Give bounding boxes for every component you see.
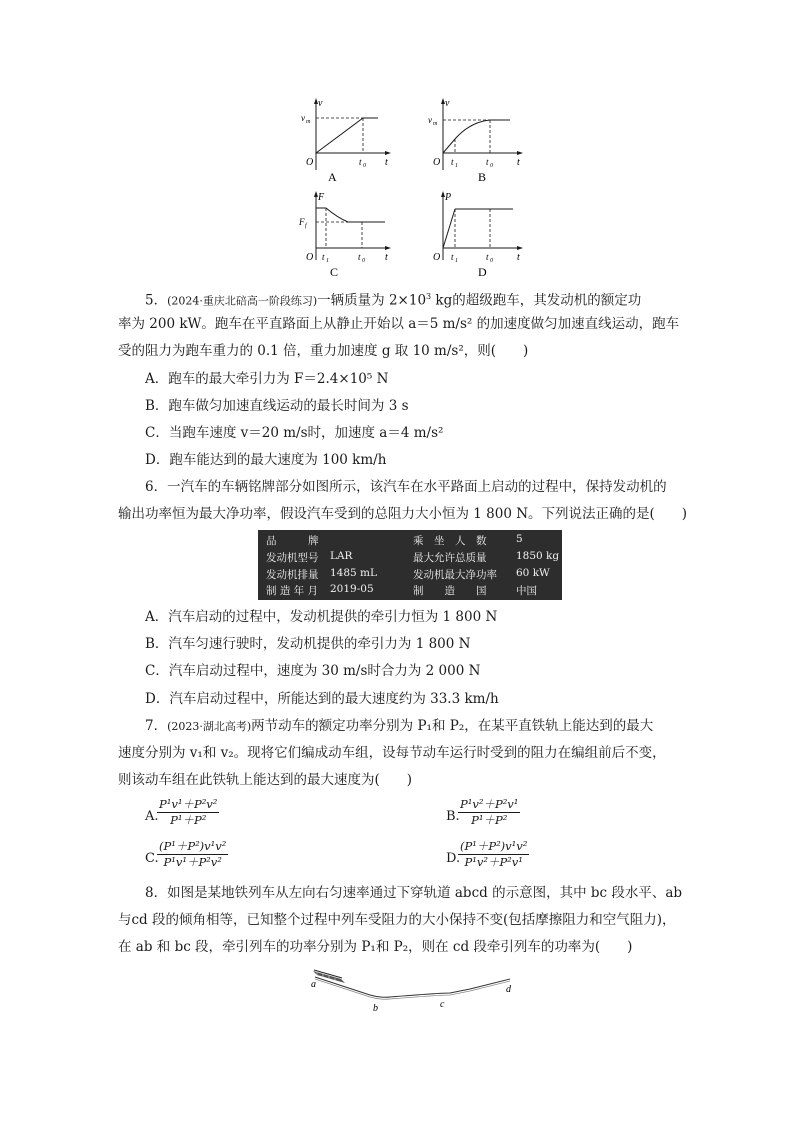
tick-sub: 0 — [363, 163, 366, 169]
caption-b: B — [478, 170, 487, 184]
plate-label: 品 牌 — [266, 535, 319, 547]
tick2-label: t — [358, 252, 361, 262]
track-diagram — [305, 965, 525, 1015]
q7-stem-line2: 速度分别为 v₁和 v₂。现将它们编成动车组，设每节动车运行时受到的阻力在编组前后不变， — [118, 745, 666, 761]
q7-option-a-fraction — [157, 797, 219, 828]
q7-option-d-label: D. — [446, 851, 461, 866]
tick1-sub: 1 — [326, 258, 329, 264]
tick2-sub: 0 — [490, 163, 493, 169]
plate-value: 2019-05 — [330, 583, 374, 595]
level-sub: m — [306, 119, 311, 125]
axis-label-y: v — [318, 98, 323, 109]
graph-b — [425, 95, 530, 185]
tick2-label: t — [486, 157, 489, 167]
q7-stem-line3: 则该动车组在此铁轨上能达到的最大速度为( ) — [118, 772, 413, 788]
plate-label: 发动机排量 — [266, 569, 319, 581]
graph-a — [298, 95, 398, 185]
tick1-sub: 1 — [455, 163, 458, 169]
q5-source: (2024·重庆北碚高一阶段练习) — [167, 294, 318, 308]
q7-stem-line1 — [145, 716, 653, 737]
plate-label: 发动机最大净功率 — [413, 569, 497, 581]
fraction-denominator: P¹v²＋P²v¹ — [464, 855, 523, 869]
q5-option-b: B．跑车做匀加速直线运动的最长时间为 3 s — [145, 398, 409, 414]
q7-option-b-label: B. — [446, 809, 460, 824]
q6-option-a: A．汽车启动的过程中，发动机提供的牵引力恒为 1 800 N — [145, 609, 498, 625]
q6-stem-line2: 输出功率恒为最大净功率，假设汽车受到的总阻力大小恒为 1 800 N。下列说法正确的是( ) — [118, 506, 688, 522]
q6-option-b: B．汽车匀速行驶时，发动机提供的牵引力为 1 800 N — [145, 636, 471, 652]
tick1-label: t — [451, 157, 454, 167]
level-sub: m — [433, 121, 438, 127]
q6-stem-line1: 6．一汽车的车辆铭牌部分如图所示，该汽车在水平路面上启动的过程中，保持发动机的 — [145, 479, 667, 495]
track-curve — [315, 977, 510, 997]
caption-c: C — [330, 265, 339, 279]
tick2-sub: 0 — [362, 258, 365, 264]
tick1-label: t — [451, 252, 454, 262]
graph-c — [298, 188, 398, 280]
q8-stem-line1: 8．如图是某地铁列车从左向右匀速率通过下穿轨道 abcd 的示意图，其中 bc 段水平、ab — [145, 885, 683, 901]
axis-label-x: t — [517, 252, 520, 263]
plate-value: 60 kW — [516, 567, 550, 579]
level-label: F — [299, 217, 305, 227]
tick2-sub: 0 — [490, 258, 493, 264]
q5-option-c: C．当跑车速度 v＝20 m/s时，加速度 a＝4 m/s² — [145, 425, 444, 441]
tick2-label: t — [486, 252, 489, 262]
q8-stem-line3: 在 ab 和 bc 段，牵引列车的功率分别为 P₁和 P₂，则在 cd 段牵引列车的功率为( ) — [118, 939, 633, 955]
origin-label: O — [433, 157, 441, 168]
fraction-numerator: (P¹＋P²)v¹v² — [159, 839, 227, 853]
q7-option-b-fraction — [458, 797, 520, 828]
tick-label: t — [359, 157, 362, 167]
q6-option-d: D．汽车启动过程中，所能达到的最大速度约为 33.3 km/h — [145, 691, 499, 707]
q5-stem1-sup: 3 — [426, 292, 432, 301]
ramp-line — [443, 209, 455, 248]
caption-a: A — [328, 170, 337, 184]
ramp-line — [316, 118, 363, 153]
level-sub: f — [305, 223, 307, 229]
caption-d: D — [478, 265, 487, 279]
q5-stem-line2: 率为 200 kW。跑车在平直路面上从静止开始以 a＝5 m/s² 的加速度做匀加速直线运动，跑车 — [118, 316, 680, 332]
axis-label-y: P — [445, 192, 452, 203]
vehicle-nameplate — [258, 530, 562, 600]
plate-value: 1850 kg — [516, 550, 560, 562]
point-d-label: d — [506, 984, 511, 995]
q7-option-c-label: C. — [145, 851, 159, 866]
plate-value: 5 — [516, 533, 523, 545]
q8-stem-line2: 与cd 段的倾角相等，已知整个过程中列车受阻力的大小保持不变(包括摩擦阻力和空气阻力)， — [118, 912, 676, 928]
q6-option-c: C．汽车启动过程中，速度为 30 m/s时合力为 2 000 N — [145, 663, 481, 679]
graph-d — [425, 188, 530, 280]
q7-stem1: 两节动车的额定功率分别为 P₁和 P₂，在某平直铁轨上能达到的最大 — [251, 718, 654, 734]
tick1-label: t — [322, 252, 325, 262]
curve — [326, 208, 348, 222]
axis-label-x: t — [385, 157, 388, 168]
origin-label: O — [306, 157, 314, 168]
plate-value: 中国 — [516, 585, 537, 597]
q5-stem1-a: 一辆质量为 2×10 — [317, 292, 427, 309]
q5-option-d: D．跑车能达到的最大速度为 100 km/h — [145, 452, 387, 468]
axis-label-y: F — [318, 192, 325, 203]
fraction-numerator: P¹v²＋P²v¹ — [460, 797, 519, 811]
q5-stem-line3: 受的阻力为跑车重力的 0.1 倍，重力加速度 g 取 10 m/s²，则( ) — [118, 343, 529, 359]
plate-label: 发动机型号 — [266, 552, 319, 564]
axis-label-x: t — [517, 157, 520, 168]
fraction-denominator: P¹v¹＋P²v² — [163, 855, 222, 869]
q7-number: 7． — [145, 718, 168, 734]
tick1-sub: 1 — [455, 258, 458, 264]
point-c-label: c — [440, 999, 445, 1010]
level-label: v — [428, 115, 432, 125]
q5-stem-line1 — [145, 287, 641, 312]
axis-label-x: t — [385, 252, 388, 263]
plate-label: 乘 坐 人 数 — [413, 535, 487, 547]
q7-source: (2023·湖北高考) — [167, 720, 252, 733]
ramp-line — [443, 139, 455, 153]
point-b-label: b — [373, 1003, 378, 1014]
train-icon — [313, 970, 345, 983]
q7-option-a-label: A. — [145, 809, 159, 824]
q5-number: 5． — [145, 292, 168, 309]
plate-label: 制 造 国 — [413, 585, 487, 597]
plate-label: 最大允许总质量 — [413, 552, 487, 564]
fraction-denominator: P¹＋P² — [471, 813, 508, 827]
fraction-numerator: (P¹＋P²)v¹v² — [460, 839, 528, 853]
fraction-denominator: P¹＋P² — [170, 813, 207, 827]
curve — [455, 120, 490, 139]
plate-value: LAR — [330, 550, 353, 562]
q5-option-a: A．跑车的最大牵引力为 F＝2.4×10⁵ N — [145, 371, 389, 387]
q7-option-c-fraction — [157, 839, 228, 870]
point-a-label: a — [311, 979, 316, 990]
origin-label: O — [306, 252, 314, 263]
origin-label: O — [433, 252, 441, 263]
plate-value: 1485 mL — [330, 567, 377, 579]
fraction-numerator: P¹v¹＋P²v² — [159, 797, 218, 811]
q7-option-d-fraction — [458, 839, 529, 870]
plate-label: 制 造 年 月 — [266, 585, 319, 597]
axis-label-y: v — [445, 98, 450, 109]
q5-stem1-b: kg的超级跑车，其发动机的额定功 — [431, 292, 642, 309]
level-label: v — [301, 113, 305, 123]
